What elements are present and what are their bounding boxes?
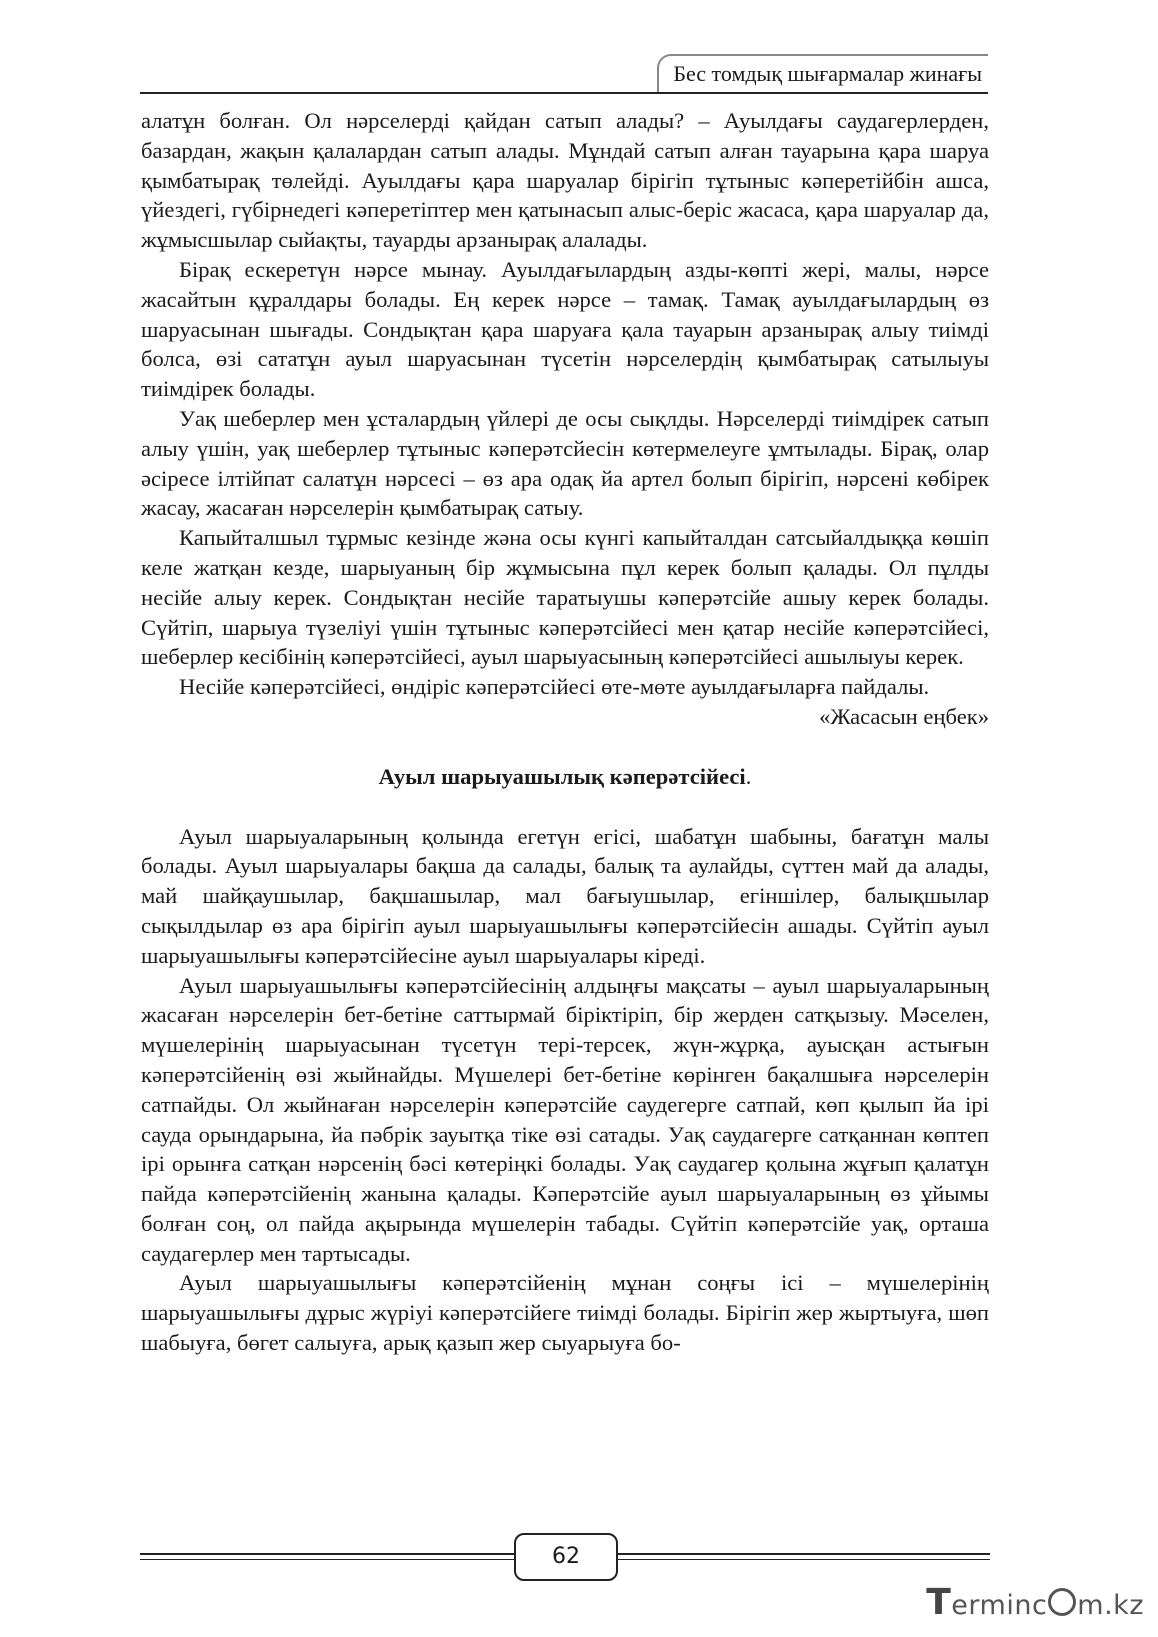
running-header	[140, 52, 988, 94]
page-footer	[140, 1532, 990, 1582]
paragraph-4: Капыйталшыл тұрмыс кезінде жәна осы күнгі капыйталдан сатсыйалдыққа көшіп келе жатқан кезде, шарыуаның бір жұмысына пұл керек болып қалады. Ол пұлды несійе алыу керек. Сондықтан несійе таратыушы кәперәтсійе ашыу керек болады. Сүйтіп, шарыуа түзеліуі үшін тұтыныс кәперәтсійесі мен қатар несійе кәперәтсійесі, шеберлер кесібінің кәперәтсійесі, ауыл шарыуасының кәперәтсійесі ашылыуы керек.	[141, 525, 989, 670]
paragraph-1: алатұн болған. Ол нәрселерді қайдан сатып алады? – Ауылдағы саудагерлерден, базардан, жақын қалалардан сатып алады. Мұндай сатып алған тауарына қара шаруа қымбатырақ төлейді. Ауылдағы қара шаруалар бірігіп тұтыныс кәперетійбін ашса, үйездегі, гүбірнедегі кәперетіптер мен қатынасып алыс-беріс жасаса, қара шаруалар да, жұмысшылар сыйақты, тауарды арзанырақ алалады.	[141, 108, 989, 253]
section-title-period: .	[745, 763, 752, 789]
paragraph-3: Уақ шеберлер мен ұсталардың үйлері де осы сықлды. Нәрселерді тиімдірек сатып алыу үшін, уақ шеберлер тұтыныс кәперәтсйесін көтермелеуге ұмтылады. Бірақ, олар әсіресе ілтійпат салатұн нәрсесі – өз ара одақ йа артел болып бірігіп, нәрсені көбірек жасау, жасаған нәрселерін қымбатырақ сатыу.	[141, 405, 989, 521]
paragraph-5: Несійе кәперәтсійесі, өндіріс кәперәтсійесі өте-мөте ауылдағыларға пайдалы.	[179, 674, 930, 700]
site-watermark	[926, 1582, 1144, 1623]
watermark-ring-icon	[1048, 1588, 1076, 1616]
source-citation: «Жасасын еңбек»	[819, 703, 989, 729]
paragraph-6: Ауыл шарыуаларының қолында егетүн егісі, шабатұн шабыны, бағатұн малы болады. Ауыл шарыуалары бақша да салады, балық та аулайды, сүттен май да алады, май шайқаушылар, бақшашылар, мал бағыушылар, егіншілер, балықшылар сықылдылар өз ара бірігіп ауыл шарыуашылығы кәперәтсійесін ашады. Сүйтіп ауыл шарыуашылығы кәперәтсійесіне ауыл шарыуалары кіреді.	[141, 823, 989, 968]
watermark-text-middle: erminc	[951, 1590, 1048, 1621]
watermark-text-end: m.kz	[1077, 1590, 1144, 1621]
section-title	[141, 762, 989, 792]
header-rule	[140, 92, 988, 94]
section-title-text: Ауыл шарыуашылық кәперәтсійесі	[378, 763, 746, 789]
paragraph-8: Ауыл шарыуашылығы кәперәтсійенің мұнан соңғы ісі – мүшелерінің шарыуашылығы дұрыс жүріуі кәперәтсійеге тиімді болады. Бірігіп жер жыртыуға, шөп шабыуға, бөгет салыуға, арық қазып жер сыуарыуға бо-	[141, 1270, 989, 1356]
paragraph-2: Бірақ ескеретүн нәрсе мынау. Ауылдағылардың азды-көпті жері, малы, нәрсе жасайтын құралдары болады. Ең керек нәрсе – тамақ. Тамақ ауылдағылардың өз шаруасынан шығады. Сондықтан қара шаруаға қала тауарын арзанырақ алыу тиімді болса, өзі сататұн ауыл шаруасынан түсетін нәрселердің қымбатырақ сатылыуы тиімдірек болады.	[141, 256, 989, 402]
page-number: 62	[514, 1533, 618, 1581]
watermark-letter-t: T	[926, 1582, 952, 1623]
paragraph-7: Ауыл шарыуашылығы кәперәтсійесінің алдыңғы мақсаты – ауыл шарыуаларының жасаған нәрселерін бет-бетіне саттырмай біріктіріп, бір жерден сатқызыу. Мәселен, мүшелерінің шарыуасынан түсетүн тері-терсек, жүн-жұрқа, ауысқан астығын кәперәтсійенің өзі жыйнайды. Мүшелері бет-бетіне көрінген бақалшыға нәрселерін сатпайды. Ол жыйнаған нәрселерін кәперәтсійе саудегерге сатпай, көп қылып йа ірі сауда орындарына, йа пәбрік зауытқа тіке өзі сатады. Уақ саудагерге сатқаннан көптеп ірі орынға сатқан нәрсенің бәсі көтеріңкі болады. Уақ саудагер қолына жұғып қалатұн пайда кәперәтсійенің жанына қалады. Кәперәтсійе ауыл шарыуаларының өз ұйымы болған соң, ол пайда ақырында мүшелерін табады. Сүйтіп кәперәтсійе уақ, орташа саудагерлер мен тартысады.	[141, 972, 989, 1266]
book-title: Бес томдық шығармалар жинағы	[657, 54, 988, 92]
page-body	[141, 106, 989, 1358]
